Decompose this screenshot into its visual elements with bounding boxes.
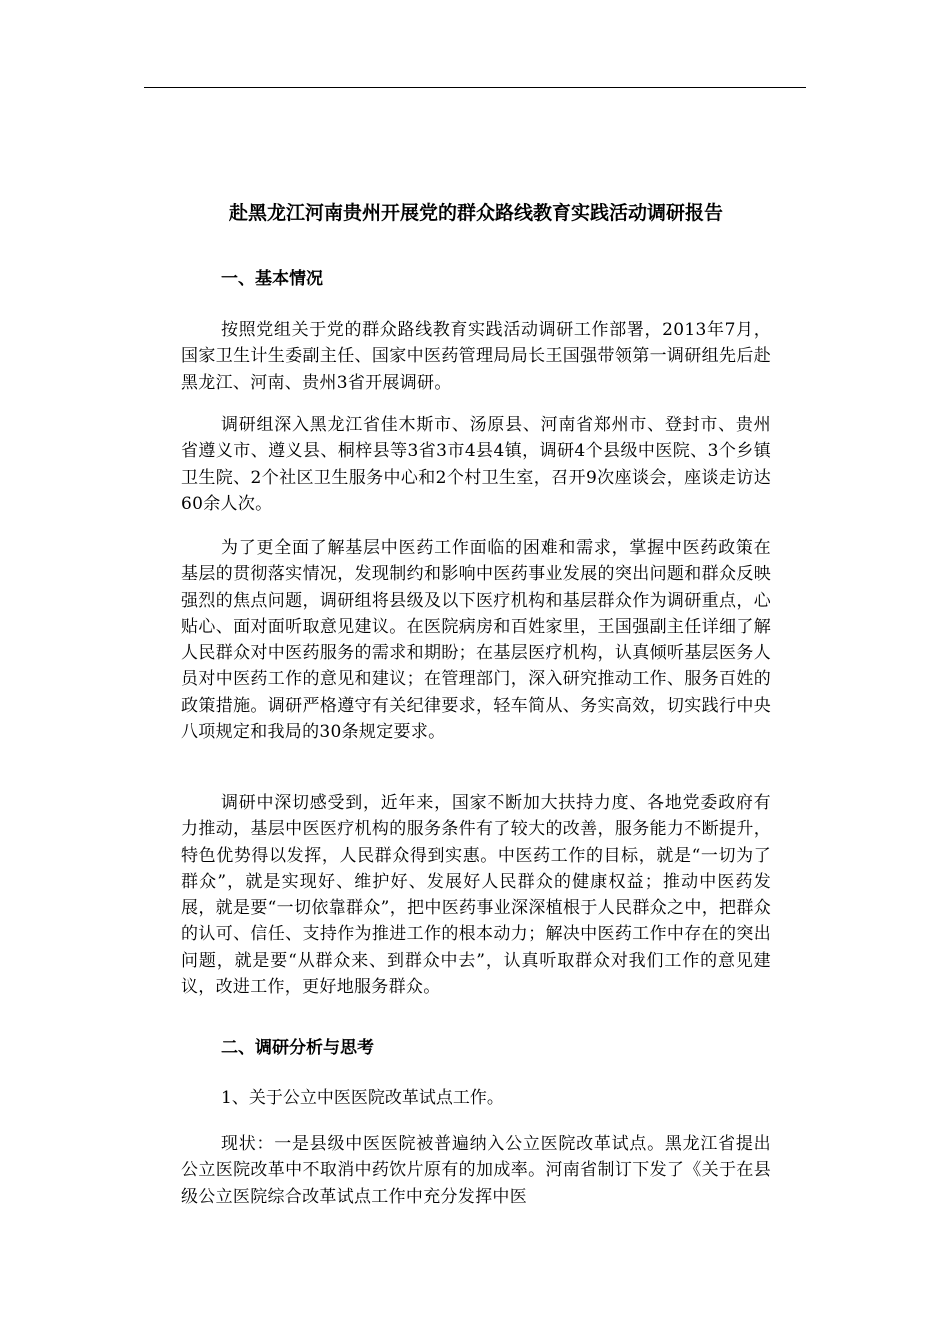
document-title: 赴黑龙江河南贵州开展党的群众路线教育实践活动调研报告 [228,202,723,224]
paragraph: 调研中深切感受到，近年来，国家不断加大扶持力度、各地党委政府有力推动，基层中医医疗机构的服务条件有了较大的改善，服务能力不断提升，特色优势得以发挥，人民群众得到实惠。中医药工作的目标，就是“一切为了群众”，就是实现好、维护好、发展好人民群众的健康权益；推动中医药发展，就是要“一切依靠群众”，把中医药事业深深植根于人民群众之中，把群众的认可、信任、支持作为推进工作的根本动力；解决中医药工作中存在的突出问题，就是要“从群众来、到群众中去”，认真听取群众对我们工作的意见建议，改进工作，更好地服务群众。 [181,793,771,998]
paragraph: 按照党组关于党的群众路线教育实践活动调研工作部署，2013年7月，国家卫生计生委副主任、国家中医药管理局局长王国强带领第一调研组先后赴黑龙江、河南、贵州3省开展调研。 [181,320,771,393]
section-heading-analysis: 二、调研分析与思考 [221,1038,374,1058]
header-rule [144,87,806,88]
paragraph: 调研组深入黑龙江省佳木斯市、汤原县、河南省郑州市、登封市、贵州省遵义市、遵义县、桐梓县等3省3市4县4镇，调研4个县级中医院、3个乡镇卫生院、2个社区卫生服务中心和2个村卫生室，召开9次座谈会，座谈走访达60余人次。 [181,415,771,514]
section-heading-basic-situation: 一、基本情况 [221,269,323,289]
paragraph: 为了更全面了解基层中医药工作面临的困难和需求，掌握中医药政策在基层的贯彻落实情况，发现制约和影响中医药事业发展的突出问题和群众反映强烈的焦点问题，调研组将县级及以下医疗机构和基层群众作为调研重点，心贴心、面对面听取意见建议。在医院病房和百姓家里，王国强副主任详细了解人民群众对中医药服务的需求和期盼；在基层医疗机构，认真倾听基层医务人员对中医药工作的意见和建议；在管理部门，深入研究推动工作、服务百姓的政策措施。调研严格遵守有关纪律要求，轻车简从、务实高效，切实践行中央八项规定和我局的30条规定要求。 [181,538,771,743]
subsection-heading: 1、关于公立中医医院改革试点工作。 [221,1088,504,1108]
paragraph-status: 现状：一是县级中医医院被普遍纳入公立医院改革试点。黑龙江省提出公立医院改革中不取消中药饮片原有的加成率。河南省制订下发了《关于在县级公立医院综合改革试点工作中充分发挥中医 [181,1134,771,1207]
